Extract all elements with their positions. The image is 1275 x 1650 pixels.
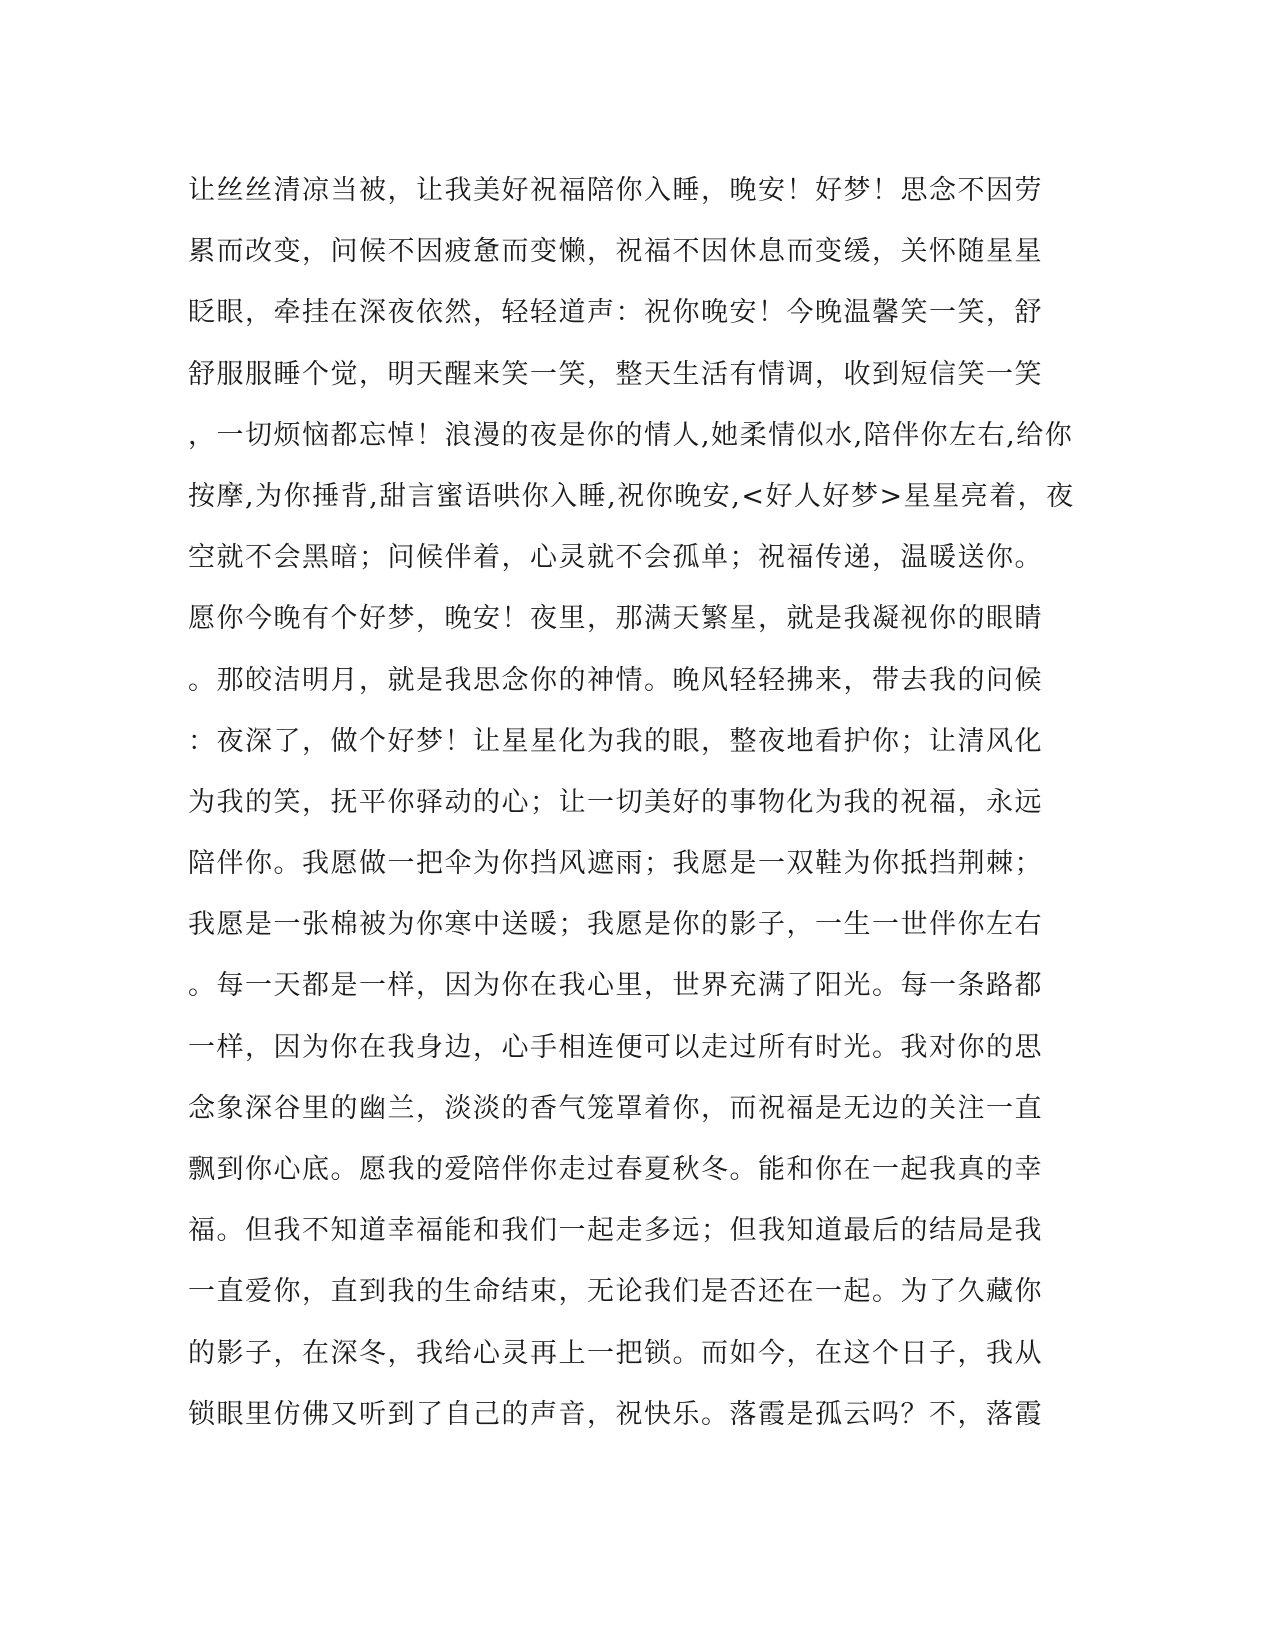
text-line: 一样，因为你在我身边，心手相连便可以走过所有时光。我对你的思 bbox=[188, 1031, 1043, 1063]
text-line: 的影子，在深冬，我给心灵再上一把锁。而如今，在这个日子，我从 bbox=[188, 1337, 1043, 1369]
text-line: ，一切烦恼都忘悼！浪漫的夜是你的情人,她柔情似水,陪伴你左右,给你 bbox=[188, 419, 1074, 451]
text-line: 我愿是一张棉被为你寒中送暖；我愿是你的影子，一生一世伴你左右 bbox=[188, 909, 1043, 941]
text-line: 福。但我不知道幸福能和我们一起走多远；但我知道最后的结局是我 bbox=[188, 1215, 1043, 1247]
text-line: 空就不会黑暗；问候伴着，心灵就不会孤单；祝福传递，温暖送你。 bbox=[188, 542, 1043, 574]
text-line: 锁眼里仿佛又听到了自己的声音，祝快乐。落霞是孤云吗？不，落霞 bbox=[188, 1398, 1043, 1430]
text-line: 愿你今晚有个好梦，晚安！夜里，那满天繁星，就是我凝视你的眼睛 bbox=[188, 603, 1043, 635]
text-line: ：夜深了，做个好梦！让星星化为我的眼，整夜地看护你；让清风化 bbox=[188, 725, 1043, 757]
text-line: 眨眼，牵挂在深夜依然，轻轻道声：祝你晚安！今晚温馨笑一笑，舒 bbox=[188, 297, 1043, 329]
text-line: 念象深谷里的幽兰，淡淡的香气笼罩着你，而祝福是无边的关注一直 bbox=[188, 1092, 1043, 1124]
text-line: 陪伴你。我愿做一把伞为你挡风遮雨；我愿是一双鞋为你抵挡荆棘； bbox=[188, 848, 1043, 880]
text-line: 舒服服睡个觉，明天醒来笑一笑，整天生活有情调，收到短信笑一笑 bbox=[188, 358, 1043, 390]
body-text bbox=[188, 160, 1075, 1445]
text-line: 飘到你心底。愿我的爱陪伴你走过春夏秋冬。能和你在一起我真的幸 bbox=[188, 1154, 1043, 1185]
text-line: 一直爱你，直到我的生命结束，无论我们是否还在一起。为了久藏你 bbox=[188, 1276, 1043, 1308]
text-line: 累而改变，问候不因疲惫而变懒，祝福不因休息而变缓，关怀随星星 bbox=[188, 236, 1043, 268]
text-line: 。那皎洁明月，就是我思念你的神情。晚风轻轻拂来，带去我的问候 bbox=[188, 664, 1043, 696]
text-line: 为我的笑，抚平你驿动的心；让一切美好的事物化为我的祝福，永远 bbox=[188, 786, 1043, 818]
text-line: 。每一天都是一样，因为你在我心里，世界充满了阳光。每一条路都 bbox=[188, 970, 1043, 1002]
text-line: 让丝丝清凉当被，让我美好祝福陪你入睡，晚安！好梦！思念不因劳 bbox=[188, 175, 1043, 206]
text-line: 按摩,为你捶背,甜言蜜语哄你入睡,祝你晚安,<好人好梦>星星亮着，夜 bbox=[188, 480, 1075, 512]
